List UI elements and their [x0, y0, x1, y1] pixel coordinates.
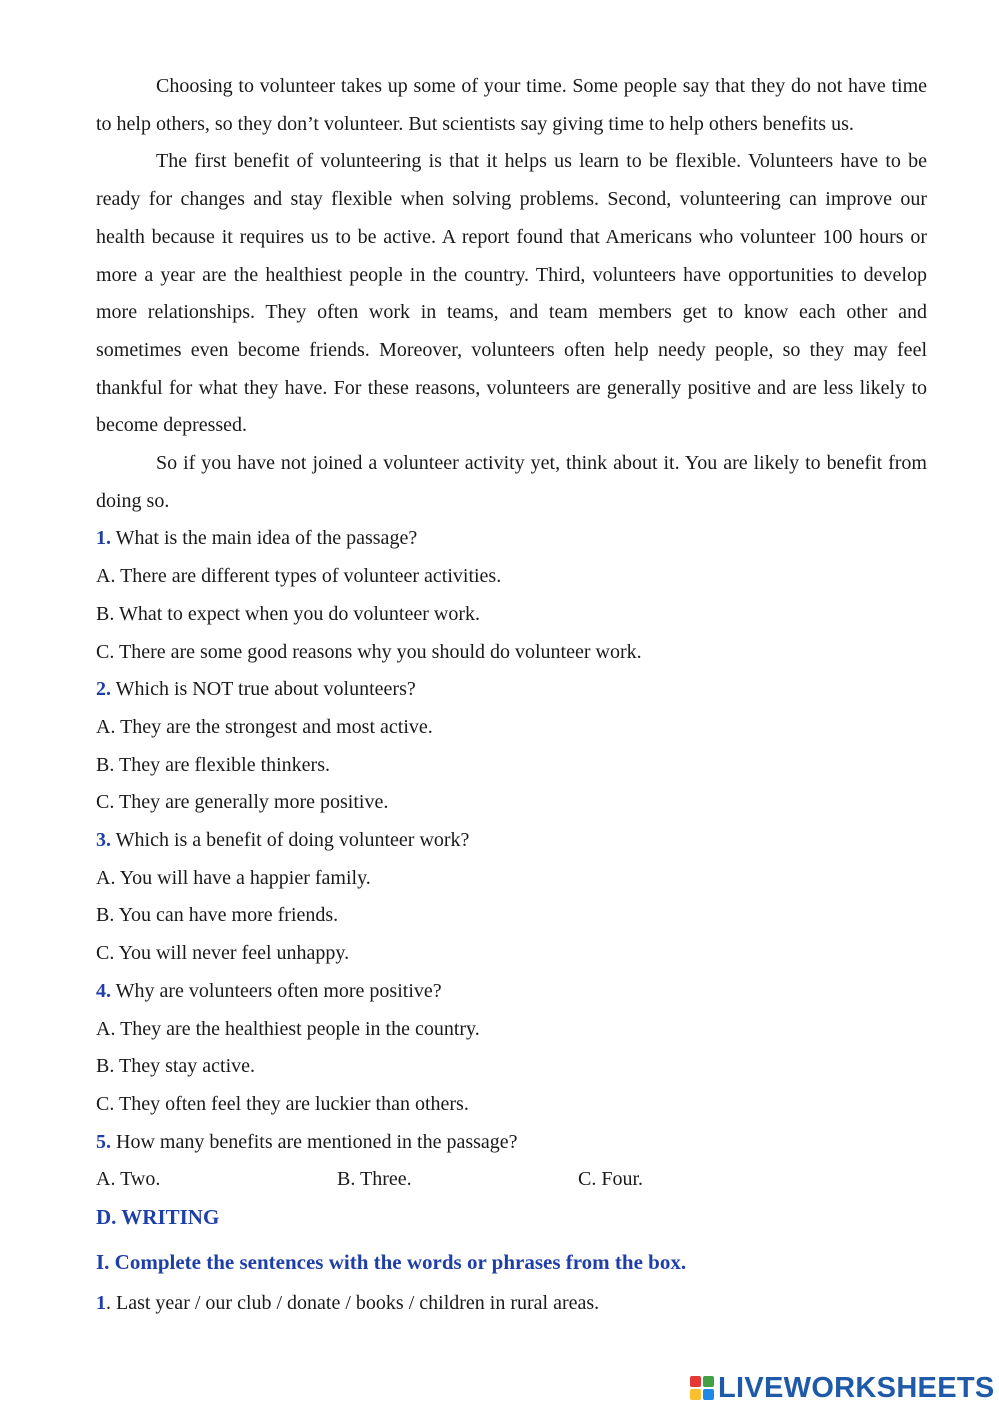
logo-block-blue — [703, 1389, 714, 1400]
task-title: I. Complete the sentences with the words or phrases from the box. — [96, 1249, 687, 1274]
question-text: Which is NOT true about volunteers? — [111, 678, 416, 701]
question-stem — [96, 1124, 927, 1162]
passage-paragraph-3: So if you have not joined a volunteer activity yet, think about it. You are likely to benefit from doing so. — [96, 452, 927, 512]
option-c[interactable]: C. They are generally more positive. — [96, 791, 389, 814]
question-4 — [96, 973, 927, 1124]
logo-block-red — [690, 1376, 701, 1387]
option-a[interactable]: A. They are the strongest and most active. — [96, 715, 433, 738]
question-stem — [96, 973, 927, 1011]
option-c[interactable]: C. Four. — [578, 1168, 644, 1191]
question-2 — [96, 671, 927, 822]
option-a[interactable]: A. They are the healthiest people in the country. — [96, 1017, 480, 1040]
options-row — [96, 1161, 927, 1199]
worksheet-page — [96, 68, 927, 1323]
option-a[interactable]: A. Two. — [96, 1168, 161, 1191]
section-title-writing: D. WRITING — [96, 1205, 220, 1230]
question-3 — [96, 822, 927, 973]
question-stem — [96, 671, 927, 709]
question-number: 4. — [96, 979, 111, 1002]
liveworksheets-logo — [690, 1371, 995, 1404]
question-text: Why are volunteers often more positive? — [111, 979, 442, 1002]
question-number: 1. — [96, 527, 111, 550]
question-5 — [96, 1124, 927, 1199]
option-b[interactable]: B. They are flexible thinkers. — [96, 753, 331, 776]
question-text: Which is a benefit of doing volunteer work? — [111, 829, 470, 852]
passage-paragraph-2: The first benefit of volunteering is that it helps us learn to be flexible. Volunteers have to be ready for changes and stay flexible when solving problems. Second, volunteering can improve our health because it requires us to be active. A report found that Americans who volunteer 100 hours or more a year are the healthiest people in the country. Third, volunteers have opportunities to develop more relationships. They often work in teams, and team members get to know each other and sometimes even become friends. Moreover, volunteers often help needy people, so they may feel thankful for what they have. For these reasons, volunteers are generally positive and are less likely to become depressed. — [96, 150, 927, 437]
question-stem — [96, 822, 927, 860]
option-c[interactable]: C. You will never feel unhappy. — [96, 942, 350, 965]
logo-blocks-icon — [690, 1376, 714, 1400]
option-b[interactable]: B. Three. — [337, 1168, 412, 1191]
item-text: . Last year / our club / donate / books / children in rural areas. — [106, 1291, 600, 1314]
logo-block-green — [703, 1376, 714, 1387]
question-number: 3. — [96, 829, 111, 852]
question-text: How many benefits are mentioned in the passage? — [111, 1130, 518, 1153]
option-b[interactable]: B. They stay active. — [96, 1055, 256, 1078]
writing-item-1 — [96, 1285, 927, 1323]
question-text: What is the main idea of the passage? — [111, 527, 418, 550]
option-c[interactable]: C. There are some good reasons why you should do volunteer work. — [96, 640, 642, 663]
passage-paragraph-1: Choosing to volunteer takes up some of your time. Some people say that they do not have time to help others, so they don’t volunteer. But scientists say giving time to help others benefits us. — [96, 75, 927, 135]
question-number: 2. — [96, 678, 111, 701]
question-1 — [96, 520, 927, 671]
item-number: 1 — [96, 1291, 106, 1314]
logo-block-yellow — [690, 1389, 701, 1400]
option-a[interactable]: A. There are different types of volunteer activities. — [96, 565, 502, 588]
brand-name: LIVEWORKSHEETS — [718, 1371, 995, 1404]
option-b[interactable]: B. What to expect when you do volunteer work. — [96, 602, 480, 625]
option-a[interactable]: A. You will have a happier family. — [96, 866, 371, 889]
option-c[interactable]: C. They often feel they are luckier than others. — [96, 1092, 469, 1115]
question-number: 5. — [96, 1130, 111, 1153]
option-b[interactable]: B. You can have more friends. — [96, 904, 339, 927]
question-stem — [96, 520, 927, 558]
